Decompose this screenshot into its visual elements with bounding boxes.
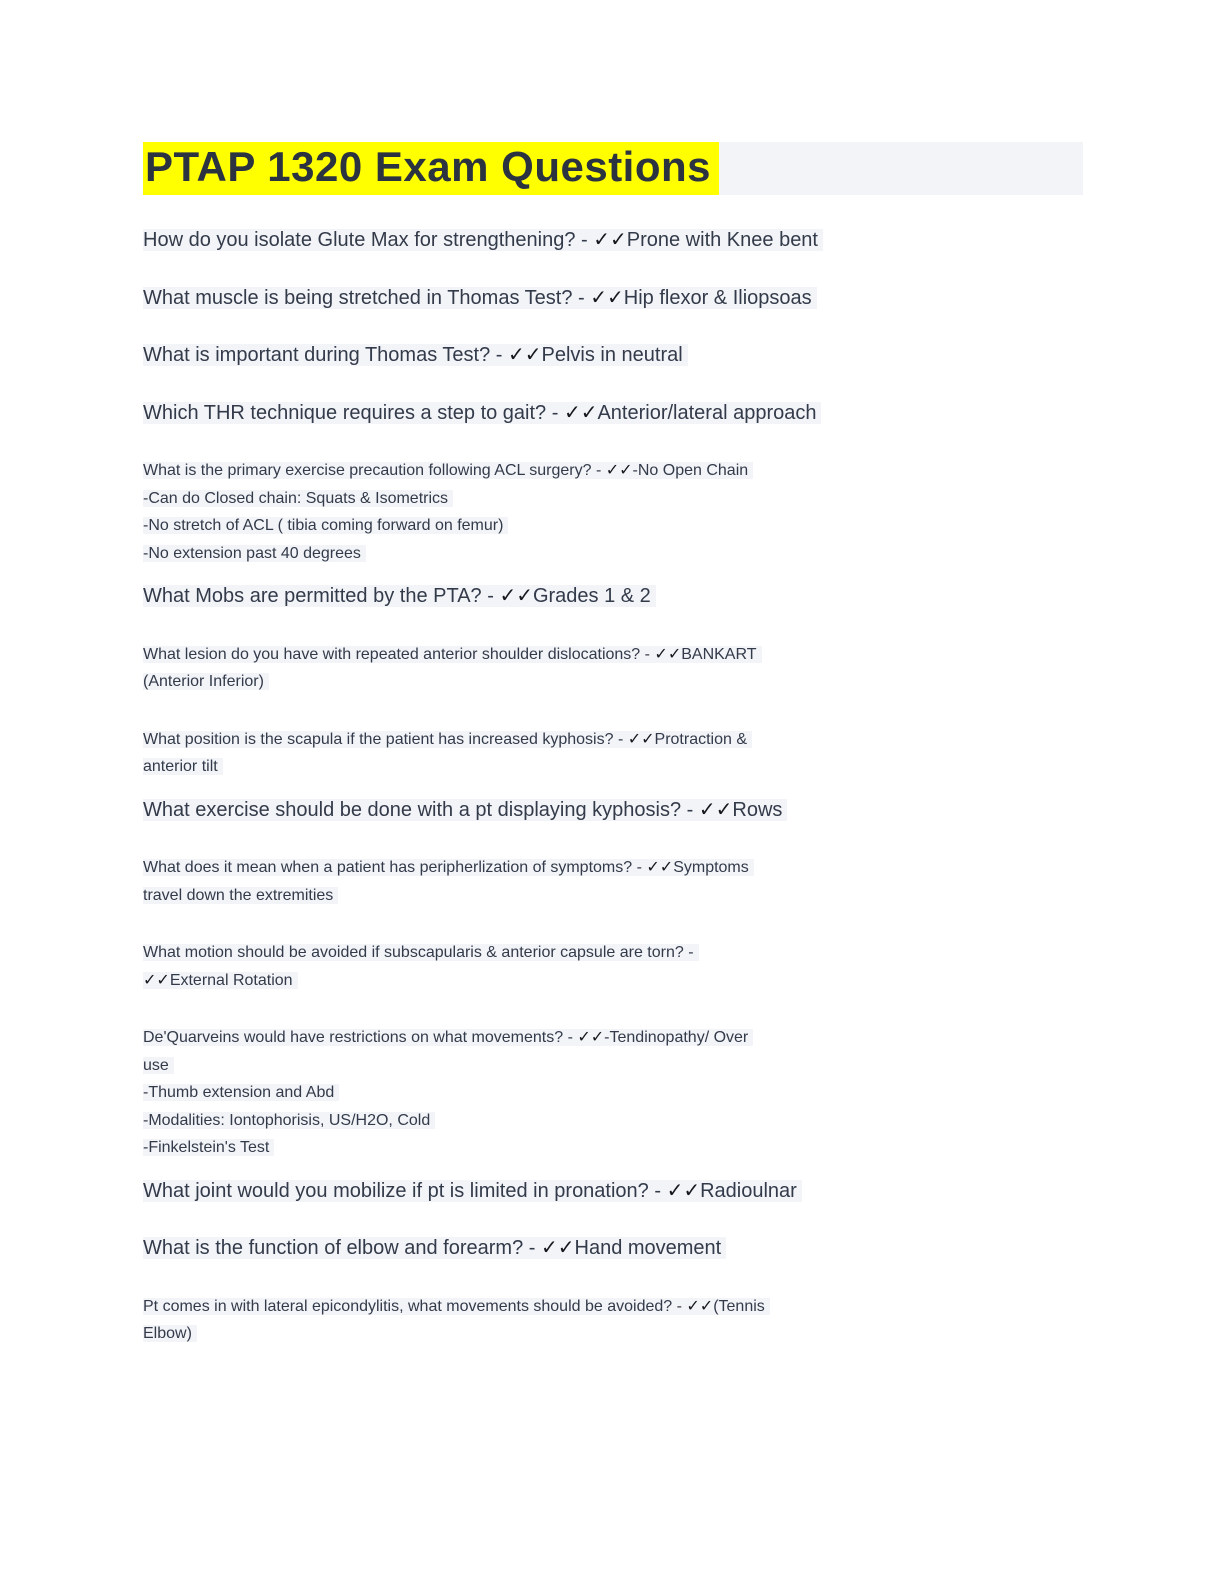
double-check-mark: ✓✓ <box>666 1179 701 1202</box>
qa-item <box>143 1178 1083 1206</box>
qa-line-wrap <box>143 1293 1083 1321</box>
double-check-mark: ✓✓ <box>698 798 733 821</box>
qa-line: -Can do Closed chain: Squats & Isometrics <box>143 490 453 507</box>
qa-line-wrap <box>143 753 1083 781</box>
qa-line: What muscle is being stretched in Thomas Test? - ✓✓Hip flexor & Iliopsoas <box>143 287 817 309</box>
qa-line: What Mobs are permitted by the PTA? - ✓✓Grades 1 & 2 <box>143 585 656 607</box>
qa-line-wrap <box>143 402 821 424</box>
qa-line: -No stretch of ACL ( tibia coming forward on femur) <box>143 517 508 534</box>
qa-line: ✓✓External Rotation <box>143 972 298 989</box>
double-check-mark: ✓✓ <box>577 1029 605 1046</box>
qa-line: -Thumb extension and Abd <box>143 1084 339 1101</box>
qa-line-wrap <box>143 668 1083 696</box>
qa-line: What does it mean when a patient has peripherlization of symptoms? - ✓✓Symptoms <box>143 859 754 876</box>
qa-line-wrap <box>143 512 1083 540</box>
qa-line-wrap <box>143 882 1083 910</box>
qa-line-wrap <box>143 1107 1083 1135</box>
document-page <box>143 0 1083 1348</box>
qa-line: What lesion do you have with repeated anterior shoulder dislocations? - ✓✓BANKART <box>143 646 762 663</box>
qa-line: What is important during Thomas Test? - ✓✓Pelvis in neutral <box>143 344 688 366</box>
qa-item <box>143 342 1083 370</box>
qa-line-wrap <box>143 1134 1083 1162</box>
page-title <box>143 142 1083 195</box>
qa-line: use <box>143 1057 174 1074</box>
qa-line-wrap <box>143 967 1083 995</box>
qa-line: What position is the scapula if the patient has increased kyphosis? - ✓✓Protraction & <box>143 731 752 748</box>
double-check-mark: ✓✓ <box>563 401 598 424</box>
qa-line-wrap <box>143 799 787 821</box>
qa-line-wrap <box>143 1079 1083 1107</box>
qa-item <box>143 583 1083 611</box>
qa-line: What exercise should be done with a pt displaying kyphosis? - ✓✓Rows <box>143 799 787 821</box>
qa-line-wrap <box>143 344 688 366</box>
qa-line: Which THR technique requires a step to gait? - ✓✓Anterior/lateral approach <box>143 402 821 424</box>
qa-item <box>143 400 1083 428</box>
qa-line-wrap <box>143 1024 1083 1052</box>
qa-line: (Anterior Inferior) <box>143 673 269 690</box>
qa-line: -No extension past 40 degrees <box>143 545 366 562</box>
qa-line-wrap <box>143 1052 1083 1080</box>
qa-item <box>143 285 1083 313</box>
qa-line-wrap <box>143 485 1083 513</box>
qa-line-wrap <box>143 1320 1083 1348</box>
double-check-mark: ✓✓ <box>143 971 170 989</box>
qa-line-wrap <box>143 854 1083 882</box>
qa-line: What motion should be avoided if subscapularis & anterior capsule are torn? - <box>143 944 699 961</box>
double-check-mark: ✓✓ <box>605 462 633 479</box>
qa-line: How do you isolate Glute Max for strengthening? - ✓✓Prone with Knee bent <box>143 229 823 251</box>
qa-line-wrap <box>143 939 1083 967</box>
double-check-mark: ✓✓ <box>627 730 655 748</box>
qa-line: -Finkelstein's Test <box>143 1139 274 1156</box>
qa-line: Elbow) <box>143 1325 197 1342</box>
qa-item <box>143 797 1083 825</box>
qa-item <box>143 227 1083 255</box>
qa-line: What joint would you mobilize if pt is limited in pronation? - ✓✓Radioulnar <box>143 1180 802 1202</box>
double-check-mark: ✓✓ <box>686 1297 714 1315</box>
qa-line: anterior tilt <box>143 758 223 775</box>
qa-line: What is the function of elbow and forearm? - ✓✓Hand movement <box>143 1237 726 1259</box>
qa-line: De'Quarveins would have restrictions on what movements? - ✓✓-Tendinopathy/ Over <box>143 1029 753 1046</box>
double-check-mark: ✓✓ <box>654 645 682 663</box>
qa-line-wrap <box>143 585 656 607</box>
double-check-mark: ✓✓ <box>507 344 542 366</box>
qa-line: -Modalities: Iontophorisis, US/H2O, Cold <box>143 1112 435 1129</box>
qa-line: travel down the extremities <box>143 887 338 904</box>
qa-line-wrap <box>143 287 817 309</box>
qa-line-wrap <box>143 1237 726 1259</box>
qa-line-wrap <box>143 726 1083 754</box>
double-check-mark: ✓✓ <box>593 229 627 251</box>
qa-line-wrap <box>143 1180 802 1202</box>
qa-line-wrap <box>143 457 1083 485</box>
qa-line: What is the primary exercise precaution following ACL surgery? - ✓✓-No Open Chain <box>143 462 753 479</box>
double-check-mark: ✓✓ <box>646 859 674 876</box>
qa-line-wrap <box>143 540 1083 568</box>
title-highlight: PTAP 1320 Exam Questions <box>143 142 719 195</box>
qa-item <box>143 1235 1083 1263</box>
qa-line-wrap <box>143 229 823 251</box>
qa-line-wrap <box>143 641 1083 669</box>
double-check-mark: ✓✓ <box>499 585 533 607</box>
double-check-mark: ✓✓ <box>540 1237 575 1259</box>
qa-line: Pt comes in with lateral epicondylitis, what movements should be avoided? - ✓✓(Tennis <box>143 1298 770 1315</box>
double-check-mark: ✓✓ <box>590 286 624 309</box>
